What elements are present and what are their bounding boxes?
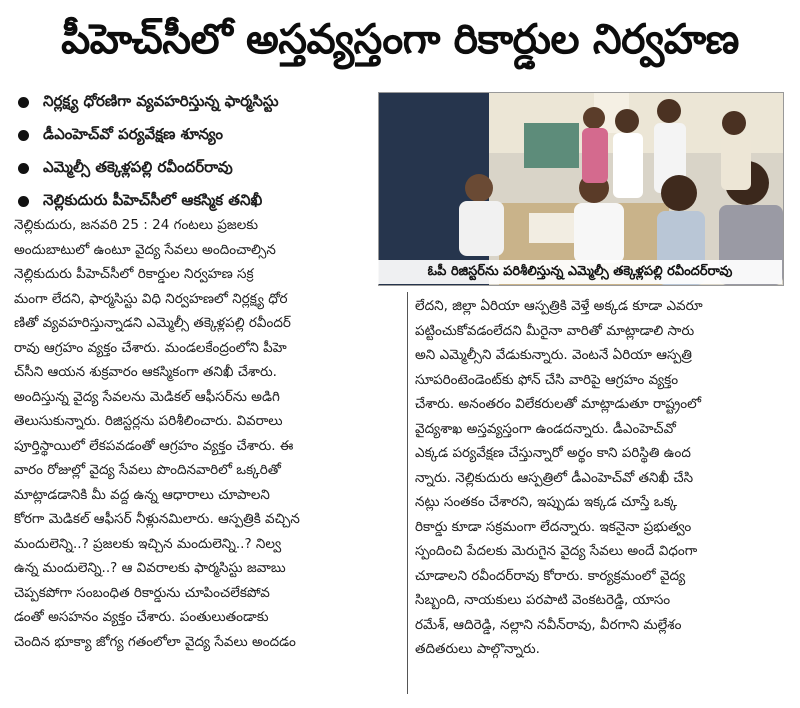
clinic-scene-illustration	[379, 93, 783, 285]
body-line: తదితరులు పాల్గొన్నారు.	[415, 641, 540, 657]
body-line: స్పందించి పేదలకు మెరుగైన వైద్య సేవలు అందే విధంగా	[415, 543, 698, 559]
body-line: వైద్యశాఖ అస్తవ్యస్తంగా ఉండదన్నారు. డీఎంహెచ్‌వో	[415, 420, 676, 437]
body-line: తెలుసుకున్నారు. రిజిస్టర్లను పరిశీలించారు. వివరాలు	[14, 413, 283, 429]
body-line: రికార్డు కూడా సక్రమంగా లేదన్నారు. ఇకనైనా ప్రభుత్వం	[415, 518, 692, 535]
bullet-dot-icon	[18, 97, 29, 108]
body-line: ఉన్న మందులెన్ని..? ఆ వివరాలకు ఫార్మసిస్టు జవాబు	[14, 560, 286, 576]
body-line: చెప్పకపోగా సంబంధిత రికార్డును చూపించలేకపోవ	[14, 584, 270, 601]
body-line: లేదని, జిల్లా ఏరియా ఆస్పత్రికి వెళ్తే అక్కడ కూడా ఎవరూ	[415, 298, 703, 314]
bullet-text: ఎమ్మెల్సీ తక్కెళ్లపల్లి రవీందర్‌రావు	[43, 157, 233, 176]
body-line: సిబ్బంది, నాయకులు పరపాటి వెంకటరెడ్డి, యాసం	[415, 592, 671, 608]
body-line: నెల్లికుదురు, జనవరి 25 : 24 గంటలు ప్రజలకు	[14, 217, 258, 233]
body-line: మాట్లాడడానికి మీ వద్ద ఉన్న ఆధారాలు చూపాలని	[14, 486, 270, 503]
body-line: చ్‌సీని ఆయన శుక్రవారం ఆకస్మికంగా తనిఖీ చేశారు.	[14, 364, 277, 380]
body-line: సూపరింటెండెంట్‌కు ఫోన్ చేసి వారిపై ఆగ్రహం వ్యక్తం	[415, 371, 679, 388]
bullet-item	[18, 86, 378, 119]
body-line: న్నారు. నెల్లికుదురు ఆస్పత్రిలో డీఎంహెచ్‌వో తనిఖీ చేసి	[415, 469, 694, 486]
body-line: డంతో అసహనం వ్యక్తం చేశారు. పంతులుతండాకు	[14, 609, 269, 625]
body-line: పూర్తిస్థాయిలో లేకపవడంతో ఆగ్రహం వ్యక్తం చేశారు. ఈ	[14, 437, 294, 454]
body-line: కోరగా మెడికల్ ఆఫీసర్ నీళ్లునమిలారు. ఆస్పత్రికి వచ్చిన	[14, 511, 300, 527]
body-line: ఎక్కడ పర్యవేక్షణ చేస్తున్నారో అర్థం కాని పరిస్థితి ఉంద	[415, 445, 691, 461]
bullet-item	[18, 119, 378, 152]
bullet-dot-icon	[18, 163, 29, 174]
bullet-item	[18, 152, 378, 185]
body-line: చెందిన భూక్యా జోగ్య గతంలోలా వైద్య సేవలు అందడం	[14, 633, 296, 650]
body-line: రమేశ్, ఆదిరెడ్డి, నల్లాని నవీన్‌రావు, వీరగాని మల్లేశం	[415, 616, 682, 633]
bullet-dot-icon	[18, 196, 29, 207]
news-photo	[378, 92, 784, 286]
bullet-text: డీఎంహెచ్‌వో పర్యవేక్షణ శూన్యం	[43, 124, 223, 143]
body-line: రావు ఆగ్రహం వ్యక్తం చేశారు. మండలకేంద్రంలోని పీహె	[14, 339, 287, 356]
article-left-column	[14, 213, 400, 654]
body-line: మంగా లేదని, ఫార్మసిస్టు విధి నిర్వహణలో నిర్లక్ష్య ధోర	[14, 290, 288, 307]
body-line: చేశారు. అనంతరం విలేకరులతో మాట్లాడుతూ రాష్ట్రంలో	[415, 396, 702, 412]
highlight-bullets	[18, 86, 378, 218]
body-line: పట్టించుకోవడంలేదని మీరైనా వారితో మాట్లాడాలి సారు	[415, 322, 695, 339]
article-right-column	[415, 294, 789, 662]
column-divider	[407, 292, 408, 694]
body-line: అని ఎమ్మెల్సీని వేడుకున్నారు. వెంటనే ఏరియా ఆస్పత్రి	[415, 347, 692, 363]
article-headline: పీహెచ్‌సీలో అస్తవ్యస్తంగా రికార్డుల నిర్వహణ	[61, 15, 739, 63]
photo-caption: ఓపీ రిజిస్టర్‌ను పరిశీలిస్తున్న ఎమ్మెల్సీ తక్కెళ్లపల్లి రవీందర్‌రావు	[378, 260, 782, 284]
body-line: అందుబాటులో ఉంటూ వైద్య సేవలు అందించాల్సిన	[14, 241, 276, 258]
bullet-dot-icon	[18, 130, 29, 141]
body-line: చూడాలని రవీందర్‌రావు కోరారు. కార్యక్రమంలో వైద్య	[415, 567, 686, 584]
body-line: నెల్లికుదురు పీహెచ్‌సీలో రికార్డుల నిర్వహణ సక్ర	[14, 266, 254, 282]
body-line: మందులెన్ని..? ప్రజలకు ఇచ్చిన మందులెన్ని..? నిల్వ	[14, 535, 282, 552]
bullet-text: నెల్లికుదురు పీహెచ్‌సీలో ఆకస్మిక తనిఖీ	[43, 190, 263, 209]
body-line: అందిస్తున్న వైద్య సేవలను మెడికల్ ఆఫీసర్‌ను అడిగి	[14, 388, 280, 405]
body-line: నట్లు సంతకం చేశారని, ఇప్పుడు ఇక్కడ చూస్తే ఒక్క	[415, 494, 678, 510]
body-line: ణితో వ్యవహరిస్తున్నాడని ఎమ్మెల్సీ తక్కెళ్లపల్లి రవీందర్	[14, 315, 291, 331]
body-line: వారం రోజుల్లో వైద్య సేవలు పొందినవారిలో ఒక్కరితో	[14, 462, 281, 478]
bullet-text: నిర్లక్ష్య ధోరణిగా వ్యవహరిస్తున్న ఫార్మసిస్టు	[43, 91, 279, 110]
